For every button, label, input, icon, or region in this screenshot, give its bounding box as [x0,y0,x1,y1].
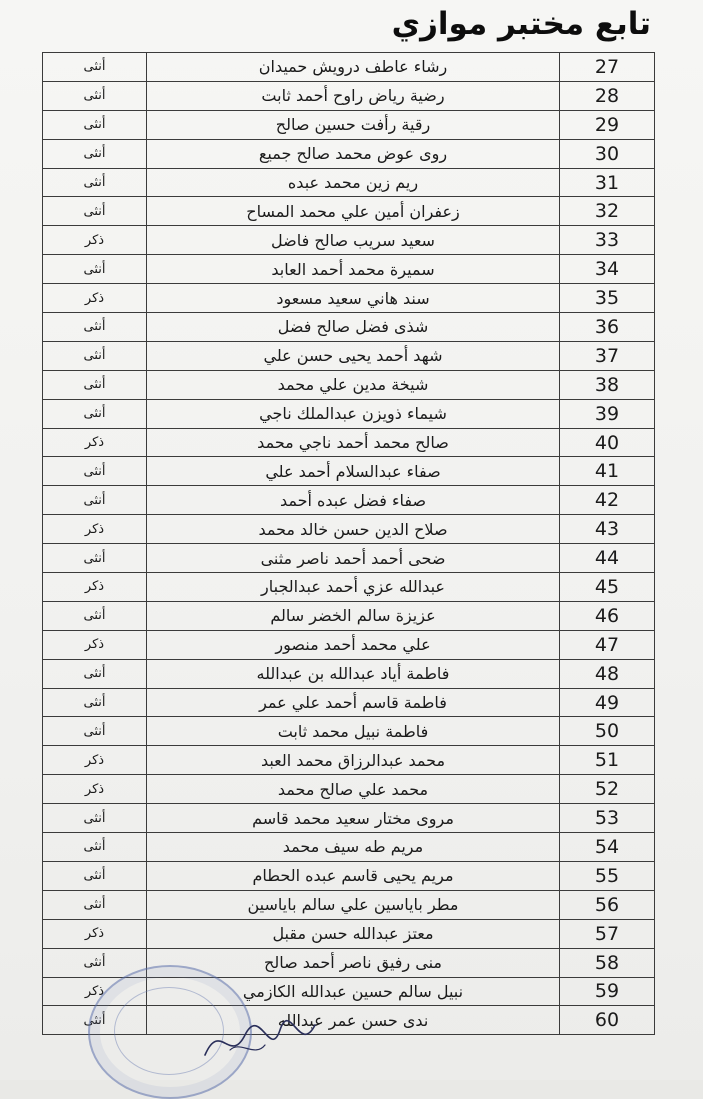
table-row [43,370,655,399]
student-gender: أنثى [43,399,147,428]
student-name: صالح محمد أحمد ناجي محمد [147,428,560,457]
row-number: 29 [560,110,655,139]
table-row [43,255,655,284]
row-number: 49 [560,688,655,717]
row-number: 41 [560,457,655,486]
table-row [43,804,655,833]
row-number: 31 [560,168,655,197]
student-gender: أنثى [43,948,147,977]
table-row [43,890,655,919]
student-name: رضية رياض راوح أحمد ثابت [147,81,560,110]
student-gender: أنثى [43,833,147,862]
row-number: 43 [560,515,655,544]
student-name: صلاح الدين حسن خالد محمد [147,515,560,544]
row-number: 32 [560,197,655,226]
student-gender: ذكر [43,746,147,775]
student-gender: أنثى [43,1006,147,1035]
student-gender: ذكر [43,977,147,1006]
row-number: 52 [560,775,655,804]
student-gender: أنثى [43,255,147,284]
student-gender: أنثى [43,457,147,486]
student-gender: ذكر [43,428,147,457]
student-name: عبدالله عزي أحمد عبدالجبار [147,573,560,602]
student-name: سميرة محمد أحمد العابد [147,255,560,284]
student-name: سعيد سريب صالح فاضل [147,226,560,255]
student-name: فاطمة نبيل محمد ثابت [147,717,560,746]
row-number: 46 [560,601,655,630]
students-table [42,52,655,1035]
student-gender: أنثى [43,717,147,746]
table-row [43,399,655,428]
row-number: 57 [560,919,655,948]
student-gender: ذكر [43,573,147,602]
table-row [43,110,655,139]
student-gender: أنثى [43,197,147,226]
student-name: علي محمد أحمد منصور [147,630,560,659]
student-name: محمد عبدالرزاق محمد العبد [147,746,560,775]
row-number: 42 [560,486,655,515]
student-gender: ذكر [43,630,147,659]
row-number: 45 [560,573,655,602]
table-row [43,457,655,486]
row-number: 56 [560,890,655,919]
table-row [43,573,655,602]
table-row [43,1006,655,1035]
row-number: 59 [560,977,655,1006]
table-row [43,746,655,775]
student-gender: أنثى [43,341,147,370]
table-row [43,226,655,255]
student-gender: أنثى [43,486,147,515]
student-gender: ذكر [43,226,147,255]
student-gender: أنثى [43,110,147,139]
student-name: معتز عبدالله حسن مقبل [147,919,560,948]
row-number: 35 [560,284,655,313]
table-row [43,601,655,630]
table-row [43,139,655,168]
student-name: رشاء عاطف درويش حميدان [147,53,560,82]
table-row [43,630,655,659]
student-name: زعفران أمين علي محمد المساح [147,197,560,226]
student-name: محمد علي صالح محمد [147,775,560,804]
table-row [43,81,655,110]
table-row [43,833,655,862]
student-name: ضحى أحمد أحمد ناصر مثنى [147,544,560,573]
student-name: فاطمة أياد عبدالله بن عبدالله [147,659,560,688]
row-number: 28 [560,81,655,110]
table-row [43,515,655,544]
student-name: ريم زين محمد عبده [147,168,560,197]
table-row [43,861,655,890]
row-number: 60 [560,1006,655,1035]
page-title: تابع مختبر موازي [391,6,651,42]
student-gender: أنثى [43,861,147,890]
student-name: رقية رأفت حسين صالح [147,110,560,139]
row-number: 50 [560,717,655,746]
table-row [43,168,655,197]
student-gender: ذكر [43,775,147,804]
row-number: 30 [560,139,655,168]
table-row [43,659,655,688]
student-name: شذى فضل صالح فضل [147,313,560,342]
student-name: مريم طه سيف محمد [147,833,560,862]
student-name: ندى حسن عمر عبدالله [147,1006,560,1035]
student-gender: ذكر [43,515,147,544]
student-gender: أنثى [43,659,147,688]
students-table-body [43,53,655,1035]
row-number: 36 [560,313,655,342]
table-row [43,717,655,746]
table-row [43,53,655,82]
student-name: شيماء ذويزن عبدالملك ناجي [147,399,560,428]
student-name: صفاء فضل عبده أحمد [147,486,560,515]
row-number: 34 [560,255,655,284]
student-name: مروى مختار سعيد محمد قاسم [147,804,560,833]
table-row [43,775,655,804]
row-number: 39 [560,399,655,428]
row-number: 27 [560,53,655,82]
table-row [43,197,655,226]
student-name: منى رفيق ناصر أحمد صالح [147,948,560,977]
row-number: 40 [560,428,655,457]
student-name: سند هاني سعيد مسعود [147,284,560,313]
row-number: 44 [560,544,655,573]
table-row [43,341,655,370]
table-row [43,284,655,313]
table-row [43,977,655,1006]
student-name: مريم يحيى قاسم عبده الحطام [147,861,560,890]
row-number: 38 [560,370,655,399]
row-number: 47 [560,630,655,659]
row-number: 53 [560,804,655,833]
table-row [43,544,655,573]
student-gender: أنثى [43,601,147,630]
table-row [43,428,655,457]
row-number: 37 [560,341,655,370]
student-name: نبيل سالم حسين عبدالله الكازمي [147,977,560,1006]
student-name: روى عوض محمد صالح جميع [147,139,560,168]
row-number: 54 [560,833,655,862]
student-gender: ذكر [43,284,147,313]
student-name: فاطمة قاسم أحمد علي عمر [147,688,560,717]
row-number: 55 [560,861,655,890]
student-gender: أنثى [43,168,147,197]
row-number: 48 [560,659,655,688]
table-row [43,919,655,948]
table-row [43,688,655,717]
student-name: مطر باياسين علي سالم باياسين [147,890,560,919]
student-gender: أنثى [43,370,147,399]
student-gender: أنثى [43,544,147,573]
student-gender: ذكر [43,919,147,948]
row-number: 51 [560,746,655,775]
table-row [43,313,655,342]
student-gender: أنثى [43,139,147,168]
student-gender: أنثى [43,688,147,717]
student-gender: أنثى [43,313,147,342]
student-gender: أنثى [43,53,147,82]
student-gender: أنثى [43,81,147,110]
row-number: 33 [560,226,655,255]
student-name: صفاء عبدالسلام أحمد علي [147,457,560,486]
table-row [43,486,655,515]
table-row [43,948,655,977]
student-gender: أنثى [43,890,147,919]
student-name: شهد أحمد يحيى حسن علي [147,341,560,370]
row-number: 58 [560,948,655,977]
student-gender: أنثى [43,804,147,833]
student-name: شيخة مدين علي محمد [147,370,560,399]
student-name: عزيزة سالم الخضر سالم [147,601,560,630]
